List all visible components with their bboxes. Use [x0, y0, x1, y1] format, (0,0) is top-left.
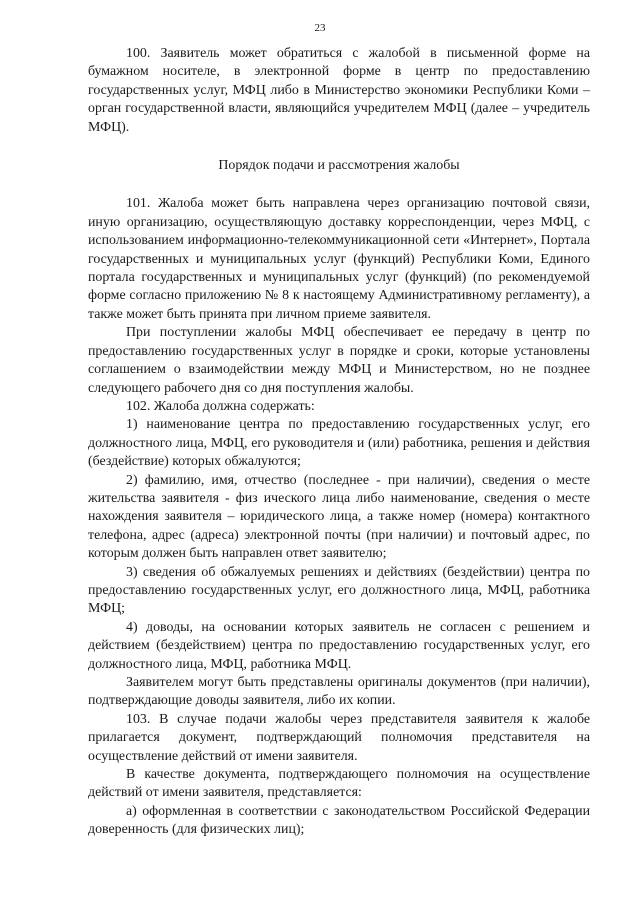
- document-body: [88, 45, 590, 840]
- paragraph-101: 101. Жалоба может быть направлена через организацию почтовой связи, иную организацию, осуществляющую доставку корреспонденции, через МФЦ, с использованием информационно-телекоммуникационной сети «Интернет», Портала государственных и муниципальных услуг (функций) Республики Коми, Единого портала государственных и муниципальных услуг (функций) (по рекомендуемой форме согласно приложению № 8 к настоящему Административному регламенту), а также может быть принята при личном приеме заявителя.: [88, 196, 590, 322]
- paragraph-102-originals: Заявителем могут быть представлены оригиналы документов (при наличии), подтверждающие доводы заявителя, либо их копии.: [88, 675, 590, 709]
- paragraph-102-item-1: 1) наименование центра по предоставлению государственных услуг, его должностного лица, МФЦ, его руководителя и (или) работника, решения и действия (бездействие) которых обжалуются;: [88, 417, 590, 470]
- paragraph-103-documents: В качестве документа, подтверждающего полномочия на осуществление действий от имени заявителя, представляется:: [88, 767, 590, 801]
- paragraph-102: 102. Жалоба должна содержать:: [126, 398, 315, 414]
- paragraph-103: 103. В случае подачи жалобы через представителя заявителя к жалобе прилагается документ, подтверждающий полномочия представителя на осуществление действий от имени заявителя.: [88, 711, 590, 764]
- section-heading: Порядок подачи и рассмотрения жалобы: [218, 158, 460, 174]
- paragraph-103-item-a: а) оформленная в соответствии с законодательством Российской Федерации доверенность (для физических лиц);: [88, 803, 590, 838]
- paragraph-102-item-2: 2) фамилию, имя, отчество (последнее - при наличии), сведения о месте жительства заявителя - физ ического лица либо наименование, сведения о месте нахождения заявителя – юридического лица, а также номер (номера) контактного телефона, адрес (адреса) электронной почты (при наличии) и почтовый адрес, по которым должен быть направлен ответ заявителю;: [88, 472, 590, 562]
- paragraph-102-item-4: 4) доводы, на основании которых заявитель не согласен с решением и действием (бездействием) центра по предоставлению государственных услуг, его должностного лица, МФЦ, работника МФЦ.: [88, 619, 590, 672]
- paragraph-101-transfer: При поступлении жалобы МФЦ обеспечивает ее передачу в центр по предоставлению государственных услуг в порядке и сроки, которые установлены соглашением о взаимодействии между МФЦ и Министерством, но не позднее следующего рабочего дня со дня поступления жалобы.: [88, 325, 590, 396]
- page-number: 23: [314, 22, 326, 34]
- paragraph-100: 100. Заявитель может обратиться с жалобой в письменной форме на бумажном носителе, в электронной форме в центр по предоставлению государственных услуг, МФЦ либо в Министерство экономики Республики Коми – орган государственной власти, являющийся учредителем МФЦ (далее – учредитель МФЦ).: [88, 46, 590, 135]
- paragraph-102-item-3: 3) сведения об обжалуемых решениях и действиях (бездействии) центра по предоставлению государственных услуг, его должностного лица, МФЦ, работника МФЦ;: [88, 564, 590, 617]
